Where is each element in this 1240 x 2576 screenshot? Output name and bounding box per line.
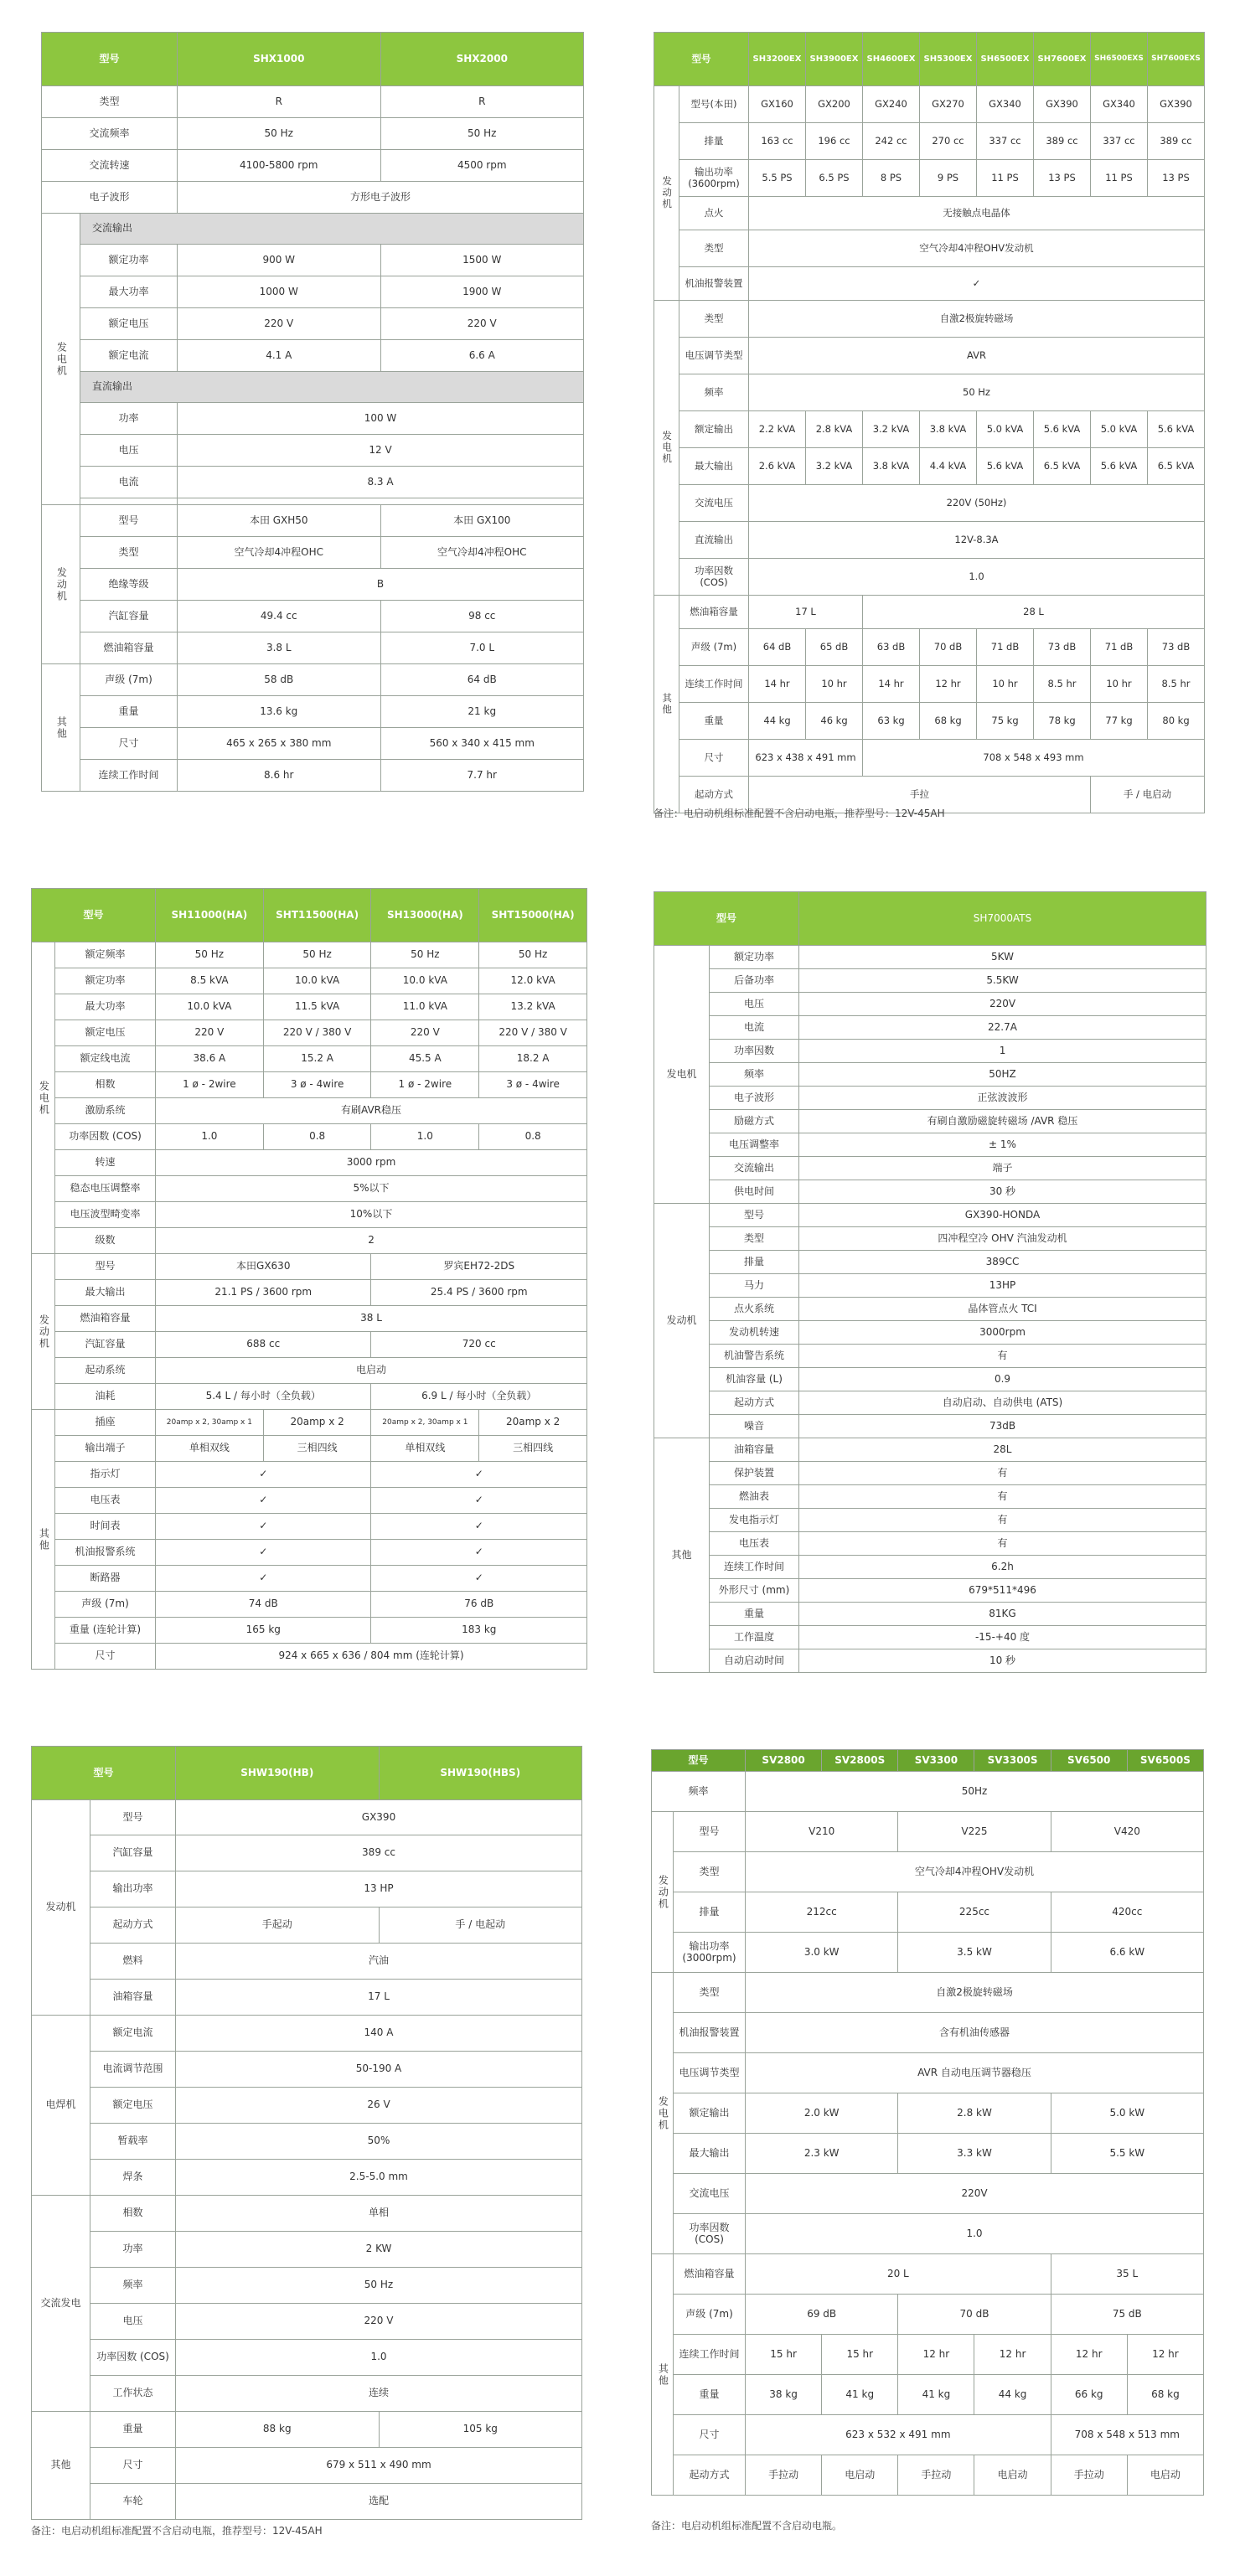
table-row: 保护装置 有 (654, 1462, 1206, 1485)
table-row: 额定电压 220 V 220 V / 380 V 220 V 220 V / 380 V (32, 1020, 587, 1046)
table-row: 断路器 ✓ ✓ (32, 1566, 587, 1592)
group-label: 发电机 (654, 301, 679, 596)
table-row: 频率 50 Hz (654, 374, 1205, 411)
table-row: 汽缸容量 389 cc (32, 1835, 582, 1871)
table-row: 机油报警装置 ✓ (654, 267, 1205, 301)
spec-table-shex (654, 32, 1205, 813)
group-label: 发电机 (654, 946, 710, 1204)
section-label: 交流输出 (80, 214, 584, 245)
check-icon: ✓ (749, 267, 1205, 301)
table-row: 发动机 型号 GX390 (32, 1800, 582, 1835)
table-row: 绝缘等级 B (42, 569, 584, 601)
table-row: 电压 220V (654, 993, 1206, 1016)
header-row: 型号 SH11000(HA) SHT11500(HA) SH13000(HA) SHT15000(HA) (32, 889, 587, 942)
table-row: 交流发电 相数 单相 (32, 2196, 582, 2232)
table-row: 发动机 型号 GX390-HONDA (654, 1204, 1206, 1227)
table-row: 电压 220 V (32, 2304, 582, 2340)
table-row: 重量 (连轮计算) 165 kg 183 kg (32, 1618, 587, 1644)
table-row: 电流 8.3 A (42, 467, 584, 498)
table-row: 机油报警系统 ✓ ✓ (32, 1540, 587, 1566)
table-row: 稳态电压调整率 5%以下 (32, 1176, 587, 1202)
table-row: 额定功率 900 W 1500 W (42, 245, 584, 276)
check-icon: ✓ (371, 1462, 587, 1488)
table-row: 发电机 类型 自激2极旋转磁场 (654, 301, 1205, 338)
table-row: 工作状态 连续 (32, 2376, 582, 2412)
footnote: 备注：电启动机组标准配置不含启动电瓶，推荐型号：12V-45AH (654, 808, 945, 819)
table-row: 指示灯 ✓ ✓ (32, 1462, 587, 1488)
table-row: 最大输出 21.1 PS / 3600 rpm 25.4 PS / 3600 rpm (32, 1280, 587, 1306)
table-row: 类型 空气冷却4冲程OHC 空气冷却4冲程OHC (42, 537, 584, 569)
table-row: 声级 (7m) 69 dB 70 dB 75 dB (652, 2295, 1204, 2335)
table-row: 额定输出 2.2 kVA 2.8 kVA 3.2 kVA 3.8 kVA 5.0 kVA 5.6 kVA 5.0 kVA 5.6 kVA (654, 411, 1205, 448)
table-row: 起动方式 自动启动、自动供电 (ATS) (654, 1391, 1206, 1415)
table-row: 尺寸 623 x 532 x 491 mm 708 x 548 x 513 mm (652, 2415, 1204, 2455)
table-row: 额定功率 8.5 kVA 10.0 kVA 10.0 kVA 12.0 kVA (32, 968, 587, 994)
table-row: 功率 100 W (42, 403, 584, 435)
table-row: 最大输出 2.6 kVA 3.2 kVA 3.8 kVA 4.4 kVA 5.6 kVA 6.5 kVA 5.6 kVA 6.5 kVA (654, 448, 1205, 485)
table-row: 激励系统 有刷AVR稳压 (32, 1098, 587, 1124)
table-row: 点火系统 晶体管点火 TCI (654, 1298, 1206, 1321)
group-label: 交流发电 (32, 2196, 90, 2412)
group-label: 发动机 (42, 505, 80, 664)
table-row: 重量 44 kg 46 kg 63 kg 68 kg 75 kg 78 kg 77 kg 80 kg (654, 703, 1205, 740)
table-row: 功率因数 (COS) 1.0 (32, 2340, 582, 2376)
table-row: 交流电压 220V (652, 2174, 1204, 2214)
table-row: 频率 50Hz (652, 1772, 1204, 1812)
table-row: 最大功率 1000 W 1900 W (42, 276, 584, 308)
table-row: 连续工作时间 15 hr 15 hr 12 hr 12 hr 12 hr 12 hr (652, 2335, 1204, 2375)
group-label: 发动机 (652, 1812, 674, 1973)
group-label: 其他 (654, 596, 679, 813)
table-row: 相数 1 ø - 2wire 3 ø - 4wire 1 ø - 2wire 3 ø - 4wire (32, 1072, 587, 1098)
header-row: 型号 SH7000ATS (654, 892, 1206, 946)
check-icon: ✓ (371, 1566, 587, 1592)
group-label: 发动机 (654, 86, 679, 301)
table-row: 起动方式 手拉动 电启动 手拉动 电启动 手拉动 电启动 (652, 2455, 1204, 2496)
table-row: 最大输出 2.3 kW 3.3 kW 5.5 kW (652, 2134, 1204, 2174)
group-label: 电焊机 (32, 2016, 90, 2196)
table-row: 最大功率 10.0 kVA 11.5 kVA 11.0 kVA 13.2 kVA (32, 994, 587, 1020)
header-row: 型号 SV2800 SV2800S SV3300 SV3300S SV6500 SV6500S (652, 1750, 1204, 1772)
table-row: 交流电压 220V (50Hz) (654, 485, 1205, 522)
group-label: 发电机 (32, 942, 55, 1254)
check-icon: ✓ (371, 1540, 587, 1566)
table-row: 类型 空气冷却4冲程OHV发动机 (652, 1852, 1204, 1892)
check-icon: ✓ (371, 1488, 587, 1514)
header-row: 型号 SHX1000 SHX2000 (42, 33, 584, 86)
group-label: 发电机 (42, 214, 80, 505)
table-row: 电流调节范围 50-190 A (32, 2052, 582, 2088)
table-row: 额定线电流 38.6 A 15.2 A 45.5 A 18.2 A (32, 1046, 587, 1072)
table-row: 尺寸 465 x 265 x 380 mm 560 x 340 x 415 mm (42, 728, 584, 760)
table-row: 其他 重量 88 kg 105 kg (32, 2412, 582, 2448)
table-row: 电子波形 方形电子波形 (42, 182, 584, 214)
table-row: 功率 2 KW (32, 2232, 582, 2268)
table-row: 功率因数 (COS) 1.0 (654, 559, 1205, 596)
check-icon: ✓ (156, 1462, 371, 1488)
group-label: 发动机 (32, 1800, 90, 2016)
table-row: 功率因数 (COS) 1.0 (652, 2214, 1204, 2254)
table-row: 转速 3000 rpm (32, 1150, 587, 1176)
group-label: 发动机 (32, 1254, 55, 1410)
table-row: 功率因数 (COS) 1.0 0.8 1.0 0.8 (32, 1124, 587, 1150)
group-label: 其他 (32, 2412, 90, 2520)
table-row: 其他 燃油箱容量 17 L 28 L (654, 596, 1205, 629)
table-row: 额定电压 26 V (32, 2088, 582, 2124)
table-row: 电压波型畸变率 10%以下 (32, 1202, 587, 1228)
table-row: 尺寸 623 x 438 x 491 mm 708 x 548 x 493 mm (654, 740, 1205, 777)
table-row: 机油报警装置 含有机油传感器 (652, 2013, 1204, 2053)
table-row: 电压表 有 (654, 1532, 1206, 1556)
table-row: 外形尺寸 (mm) 679*511*496 (654, 1579, 1206, 1603)
check-icon: ✓ (156, 1514, 371, 1540)
table-row: 额定输出 2.0 kW 2.8 kW 5.0 kW (652, 2093, 1204, 2134)
table-row: 发动机 型号 V210 V225 V420 (652, 1812, 1204, 1852)
table-row: 直流输出 12V-8.3A (654, 522, 1205, 559)
section-label: 直流输出 (80, 372, 584, 403)
table-row: 机油警告系统 有 (654, 1345, 1206, 1368)
table-row: 交流频率 50 Hz 50 Hz (42, 118, 584, 150)
group-label: 发动机 (654, 1204, 710, 1438)
footnote: 备注：电启动机组标准配置不含启动电瓶，推荐型号：12V-45AH (31, 2525, 323, 2537)
table-row: 起动系统 电启动 (32, 1358, 587, 1384)
check-icon: ✓ (371, 1514, 587, 1540)
table-row: 类型 四冲程空冷 OHV 汽油发动机 (654, 1227, 1206, 1251)
table-row: 声级 (7m) 74 dB 76 dB (32, 1592, 587, 1618)
table-row: 交流转速 4100-5800 rpm 4500 rpm (42, 150, 584, 182)
spec-table-ats (654, 891, 1206, 1673)
table-row: 电压 12 V (42, 435, 584, 467)
table-row: 重量 13.6 kg 21 kg (42, 696, 584, 728)
table-row: 燃油箱容量 3.8 L 7.0 L (42, 632, 584, 664)
table-row: 其他 声级 (7m) 58 dB 64 dB (42, 664, 584, 696)
group-label: 其他 (32, 1410, 55, 1670)
table-row: 燃油箱容量 38 L (32, 1306, 587, 1332)
table-row: 发动机 型号 本田GX630 罗宾EH72-2DS (32, 1254, 587, 1280)
table-row: 后备功率 5.5KW (654, 969, 1206, 993)
table-row: 点火 无接触点电晶体 (654, 197, 1205, 230)
table-row: 连续工作时间 6.2h (654, 1556, 1206, 1579)
check-icon: ✓ (156, 1566, 371, 1592)
table-row: 时间表 ✓ ✓ (32, 1514, 587, 1540)
group-label: 其他 (42, 664, 80, 792)
table-row: 油箱容量 17 L (32, 1980, 582, 2016)
table-row: 起动方式 手拉 手 / 电启动 (654, 777, 1205, 813)
table-row: 车轮 选配 (32, 2484, 582, 2520)
table-row: 起动方式 手起动 手 / 电起动 (32, 1907, 582, 1944)
table-row: 输出功率 (3600rpm) 5.5 PS 6.5 PS 8 PS 9 PS 11 PS 13 PS 11 PS 13 PS (654, 160, 1205, 197)
spec-table-shw190 (31, 1746, 582, 2520)
table-row: 尺寸 679 x 511 x 490 mm (32, 2448, 582, 2484)
table-row: 汽缸容量 688 cc 720 cc (32, 1332, 587, 1358)
table-row: 汽缸容量 49.4 cc 98 cc (42, 601, 584, 632)
spec-table-sv (651, 1749, 1204, 2496)
table-row: 燃料 汽油 (32, 1944, 582, 1980)
table-row: 发动机 型号(本田) GX160 GX200 GX240 GX270 GX340 GX390 GX340 GX390 (654, 86, 1205, 123)
spec-table-shx (41, 32, 584, 792)
table-row: 自动启动时间 10 秒 (654, 1649, 1206, 1673)
table-row: 电子波形 正弦波波形 (654, 1087, 1206, 1110)
check-icon: ✓ (156, 1488, 371, 1514)
table-row: 频率 50HZ (654, 1063, 1206, 1087)
table-row: 输出功率 (3000rpm) 3.0 kW 3.5 kW 6.6 kW (652, 1933, 1204, 1973)
table-row: 功率因数 1 (654, 1040, 1206, 1063)
table-row: 电压调节类型 AVR 自动电压调节器稳压 (652, 2053, 1204, 2093)
table-row: 重量 81KG (654, 1603, 1206, 1626)
table-row: 发电指示灯 有 (654, 1509, 1206, 1532)
header-row: 型号 SHW190(HB) SHW190(HBS) (32, 1747, 582, 1800)
table-row: 连续工作时间 14 hr 10 hr 14 hr 12 hr 10 hr 8.5 hr 10 hr 8.5 hr (654, 666, 1205, 703)
table-row: 输出功率 13 HP (32, 1871, 582, 1907)
table-row: 电流 22.7A (654, 1016, 1206, 1040)
table-row: 连续工作时间 8.6 hr 7.7 hr (42, 760, 584, 792)
table-row: 其他 插座 20amp x 2, 30amp x 1 20amp x 2 20amp x 2, 30amp x 1 20amp x 2 (32, 1410, 587, 1436)
table-row: 频率 50 Hz (32, 2268, 582, 2304)
table-row: 其他 油箱容量 28L (654, 1438, 1206, 1462)
table-row: 电压调整率 ± 1% (654, 1133, 1206, 1157)
table-row: 发动机 型号 本田 GXH50 本田 GX100 (42, 505, 584, 537)
table-row: 类型 R R (42, 86, 584, 118)
table-row: 励磁方式 有刷自激励磁旋转磁场 /AVR 稳压 (654, 1110, 1206, 1133)
table-row: 发电机 类型 自激2极旋转磁场 (652, 1973, 1204, 2013)
check-icon: ✓ (156, 1540, 371, 1566)
table-row: 级数 2 (32, 1228, 587, 1254)
table-row: 电压表 ✓ ✓ (32, 1488, 587, 1514)
table-row: 发电机 额定功率 5KW (654, 946, 1206, 969)
group-label: 其他 (654, 1438, 710, 1673)
spec-table-sh-ha (31, 888, 587, 1670)
table-row: 焊条 2.5-5.0 mm (32, 2160, 582, 2196)
table-row: 噪音 73dB (654, 1415, 1206, 1438)
group-label: 其他 (652, 2254, 674, 2496)
table-row: 排量 389CC (654, 1251, 1206, 1274)
table-row: 尺寸 924 x 665 x 636 / 804 mm (连轮计算) (32, 1644, 587, 1670)
table-row: 供电时间 30 秒 (654, 1180, 1206, 1204)
table-row: 机油容量 (L) 0.9 (654, 1368, 1206, 1391)
table-row: 工作温度 -15-+40 度 (654, 1626, 1206, 1649)
table-row: 燃油表 有 (654, 1485, 1206, 1509)
table-row: 排量 163 cc 196 cc 242 cc 270 cc 337 cc 389 cc 337 cc 389 cc (654, 123, 1205, 160)
table-row: 马力 13HP (654, 1274, 1206, 1298)
table-row: 暂载率 50% (32, 2124, 582, 2160)
footnote: 备注：电启动机组标准配置不含启动电瓶。 (651, 2520, 843, 2532)
table-row: 发动机转速 3000rpm (654, 1321, 1206, 1345)
table-row: 类型 空气冷却4冲程OHV发动机 (654, 230, 1205, 267)
header-row: 型号 SH3200EX SH3900EX SH4600EX SH5300EX SH6500EX SH7600EX SH6500EXS SH7600EXS (654, 33, 1205, 86)
table-row: 其他 燃油箱容量 20 L 35 L (652, 2254, 1204, 2295)
table-row: 重量 38 kg 41 kg 41 kg 44 kg 66 kg 68 kg (652, 2375, 1204, 2415)
table-row: 电焊机 额定电流 140 A (32, 2016, 582, 2052)
table-row: 排量 212cc 225cc 420cc (652, 1892, 1204, 1933)
table-row: 额定电流 4.1 A 6.6 A (42, 340, 584, 372)
table-row: 声级 (7m) 64 dB 65 dB 63 dB 70 dB 71 dB 73 dB 71 dB 73 dB (654, 629, 1205, 666)
table-row: 油耗 5.4 L / 每小时（全负载） 6.9 L / 每小时（全负载） (32, 1384, 587, 1410)
table-row: 电压调节类型 AVR (654, 338, 1205, 374)
table-row: 交流输出 端子 (654, 1157, 1206, 1180)
table-row: 发电机 额定频率 50 Hz 50 Hz 50 Hz 50 Hz (32, 942, 587, 968)
table-row: 输出端子 单相双线 三相四线 单相双线 三相四线 (32, 1436, 587, 1462)
group-label: 发电机 (652, 1973, 674, 2254)
table-row: 额定电压 220 V 220 V (42, 308, 584, 340)
